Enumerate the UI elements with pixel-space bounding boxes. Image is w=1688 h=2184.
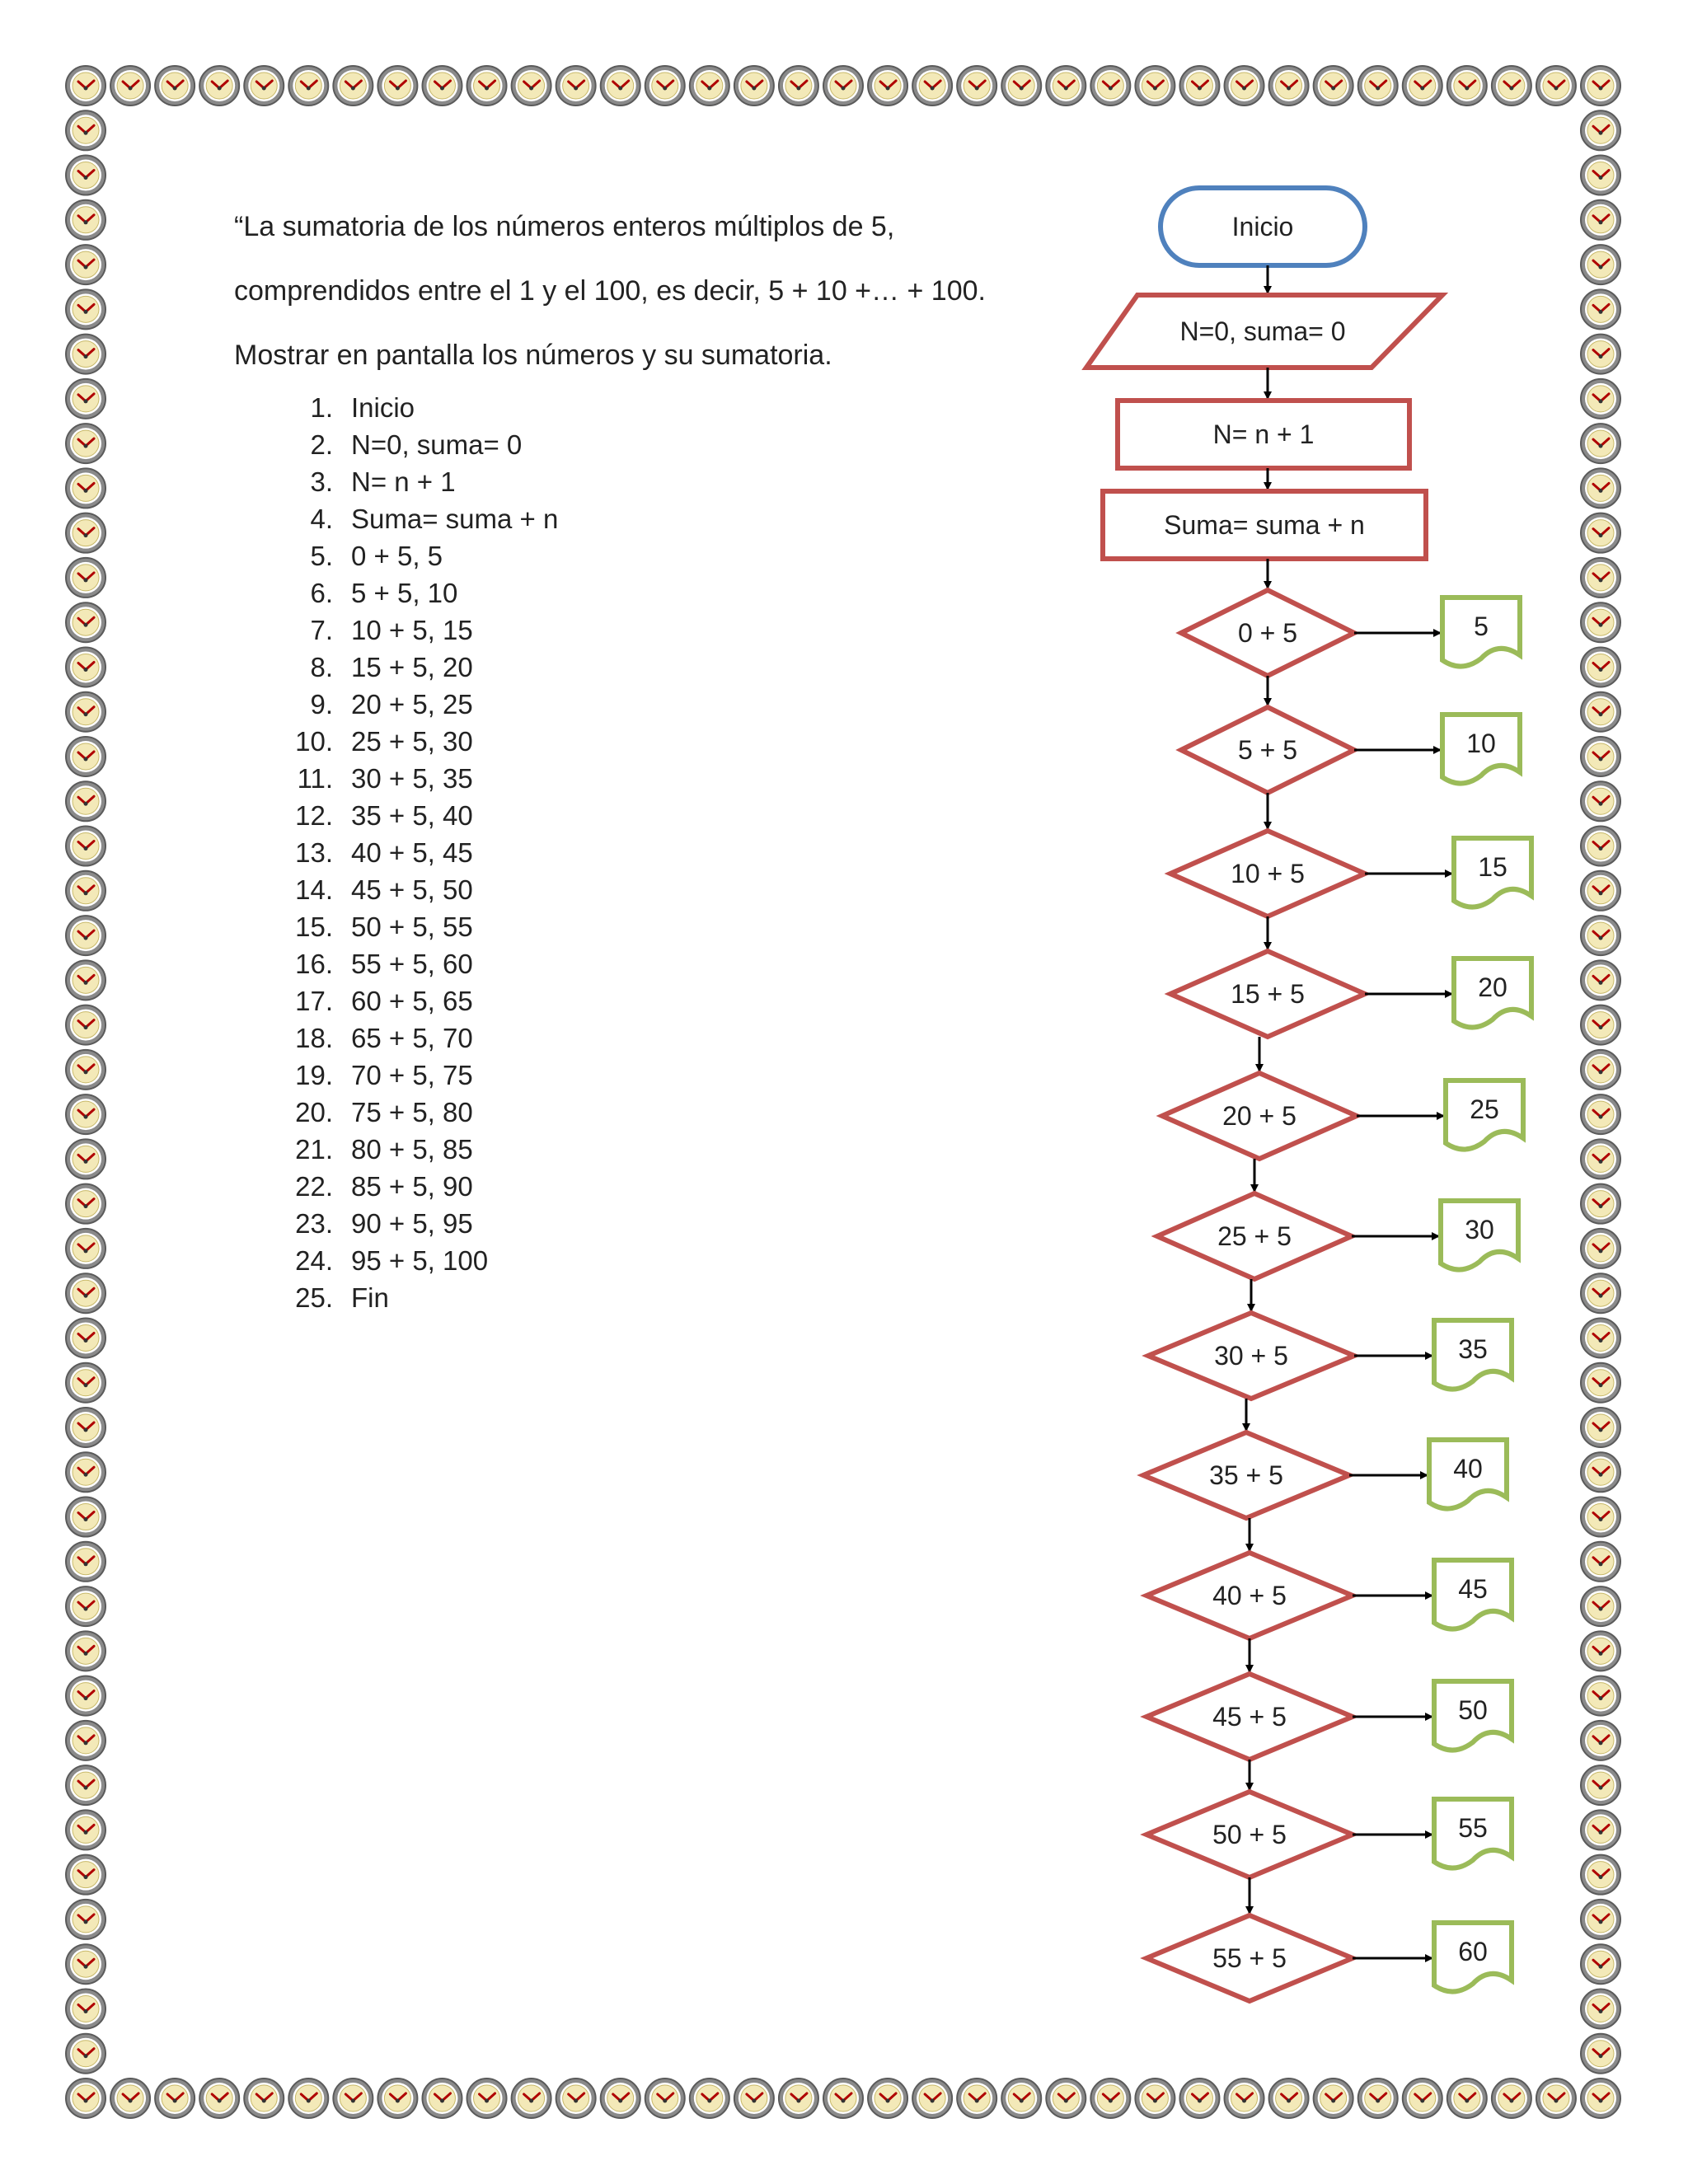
output-label: 15 — [1478, 852, 1507, 882]
decision-label: 45 + 5 — [1212, 1702, 1287, 1732]
output-label: 20 — [1478, 972, 1507, 1002]
output-label: 55 — [1458, 1813, 1488, 1843]
init-label: N=0, suma= 0 — [1179, 316, 1346, 346]
step-number: 25. — [295, 1282, 333, 1313]
step-number: 7. — [310, 615, 333, 645]
output-document — [1434, 1681, 1512, 1750]
output-label: 30 — [1465, 1215, 1494, 1244]
step-text: 35 + 5, 40 — [351, 800, 473, 831]
output-label: 45 — [1458, 1574, 1488, 1604]
step-text: 50 + 5, 55 — [351, 912, 473, 942]
decision-diamond — [1170, 831, 1365, 916]
step-number: 16. — [295, 949, 333, 979]
step-number: 12. — [295, 800, 333, 831]
step-number: 2. — [310, 429, 333, 460]
step-text: 0 + 5, 5 — [351, 541, 443, 571]
output-document — [1434, 1923, 1512, 1992]
start-label: Inicio — [1231, 212, 1294, 241]
step-text: 90 + 5, 95 — [351, 1208, 473, 1239]
decision-diamond — [1162, 1073, 1357, 1159]
step-text: Fin — [351, 1282, 389, 1313]
decision-label: 50 + 5 — [1212, 1820, 1287, 1849]
decision-label: 55 + 5 — [1212, 1943, 1287, 1973]
step-text: 30 + 5, 35 — [351, 763, 473, 794]
decision-label: 5 + 5 — [1237, 735, 1298, 765]
step-text: N= n + 1 — [351, 466, 456, 497]
step-text: 70 + 5, 75 — [351, 1060, 473, 1090]
step-text: Suma= suma + n — [351, 504, 559, 534]
step-text: 75 + 5, 80 — [351, 1097, 473, 1127]
step-number: 10. — [295, 726, 333, 757]
init-input-parallelogram — [1086, 295, 1442, 368]
decision-diamond — [1170, 951, 1365, 1037]
step-number: 13. — [295, 837, 333, 868]
step-text: 55 + 5, 60 — [351, 949, 473, 979]
step-number: 1. — [310, 392, 333, 423]
decision-label: 20 + 5 — [1222, 1101, 1296, 1131]
step-text: 20 + 5, 25 — [351, 689, 473, 719]
step-number: 9. — [310, 689, 333, 719]
decision-label: 15 + 5 — [1231, 979, 1305, 1009]
step-text: 25 + 5, 30 — [351, 726, 473, 757]
decision-diamond — [1157, 1193, 1352, 1279]
increment-label: N= n + 1 — [1212, 419, 1315, 449]
step-number: 4. — [310, 504, 333, 534]
step-number: 6. — [310, 578, 333, 608]
step-number: 24. — [295, 1245, 333, 1276]
output-document — [1454, 958, 1531, 1028]
step-text: 15 + 5, 20 — [351, 652, 473, 682]
step-number: 14. — [295, 874, 333, 905]
decision-label: 35 + 5 — [1209, 1460, 1283, 1490]
step-number: 3. — [310, 466, 333, 497]
output-label: 5 — [1474, 612, 1489, 641]
step-text: 10 + 5, 15 — [351, 615, 473, 645]
decision-diamond — [1146, 1674, 1353, 1760]
output-label: 60 — [1458, 1937, 1488, 1966]
output-document — [1434, 1560, 1512, 1629]
decision-label: 25 + 5 — [1217, 1221, 1292, 1251]
step-text: N=0, suma= 0 — [351, 429, 523, 460]
step-text: Inicio — [351, 392, 415, 423]
step-text: 80 + 5, 85 — [351, 1134, 473, 1165]
output-label: 40 — [1453, 1454, 1483, 1483]
decision-label: 30 + 5 — [1214, 1341, 1288, 1371]
step-number: 8. — [310, 652, 333, 682]
step-number: 21. — [295, 1134, 333, 1165]
accumulate-label: Suma= suma + n — [1164, 510, 1365, 540]
step-number: 22. — [295, 1171, 333, 1202]
output-label: 10 — [1466, 729, 1496, 758]
output-document — [1454, 838, 1531, 907]
step-number: 11. — [297, 763, 333, 794]
output-label: 35 — [1458, 1334, 1488, 1364]
step-number: 5. — [310, 541, 333, 571]
output-document — [1434, 1799, 1512, 1868]
step-text: 85 + 5, 90 — [351, 1171, 473, 1202]
step-text: 95 + 5, 100 — [351, 1245, 489, 1276]
decision-diamond — [1146, 1915, 1353, 2001]
decision-diamond — [1146, 1553, 1353, 1638]
decision-diamond — [1181, 590, 1354, 676]
output-label: 50 — [1458, 1695, 1488, 1725]
output-document — [1441, 1201, 1518, 1270]
output-label: 25 — [1470, 1094, 1499, 1124]
output-document — [1442, 598, 1520, 667]
decision-diamond — [1148, 1313, 1354, 1399]
problem-line-3: Mostrar en pantalla los números y su sumatoria. — [234, 340, 832, 371]
step-text: 45 + 5, 50 — [351, 874, 473, 905]
step-number: 19. — [295, 1060, 333, 1090]
step-text: 40 + 5, 45 — [351, 837, 473, 868]
decision-diamond — [1181, 707, 1354, 793]
step-text: 5 + 5, 10 — [351, 578, 458, 608]
problem-line-2: comprendidos entre el 1 y el 100, es decir, 5 + 10 +… + 100. — [234, 275, 986, 307]
output-document — [1446, 1080, 1523, 1150]
decision-label: 10 + 5 — [1231, 859, 1305, 888]
output-document — [1434, 1320, 1512, 1390]
step-number: 20. — [295, 1097, 333, 1127]
output-document — [1442, 715, 1520, 784]
problem-line-1: “La sumatoria de los números enteros múltiplos de 5, — [234, 211, 895, 242]
output-document — [1429, 1440, 1507, 1509]
step-number: 23. — [295, 1208, 333, 1239]
decision-diamond — [1146, 1792, 1353, 1877]
step-number: 17. — [295, 986, 333, 1016]
step-text: 65 + 5, 70 — [351, 1023, 473, 1053]
decision-diamond — [1143, 1432, 1349, 1518]
accumulate-process-box — [1103, 491, 1426, 559]
decision-label: 0 + 5 — [1237, 618, 1298, 648]
step-number: 18. — [295, 1023, 333, 1053]
increment-process-box — [1118, 401, 1409, 468]
step-number: 15. — [295, 912, 333, 942]
decision-label: 40 + 5 — [1212, 1581, 1287, 1610]
step-text: 60 + 5, 65 — [351, 986, 473, 1016]
start-terminal — [1160, 188, 1365, 265]
